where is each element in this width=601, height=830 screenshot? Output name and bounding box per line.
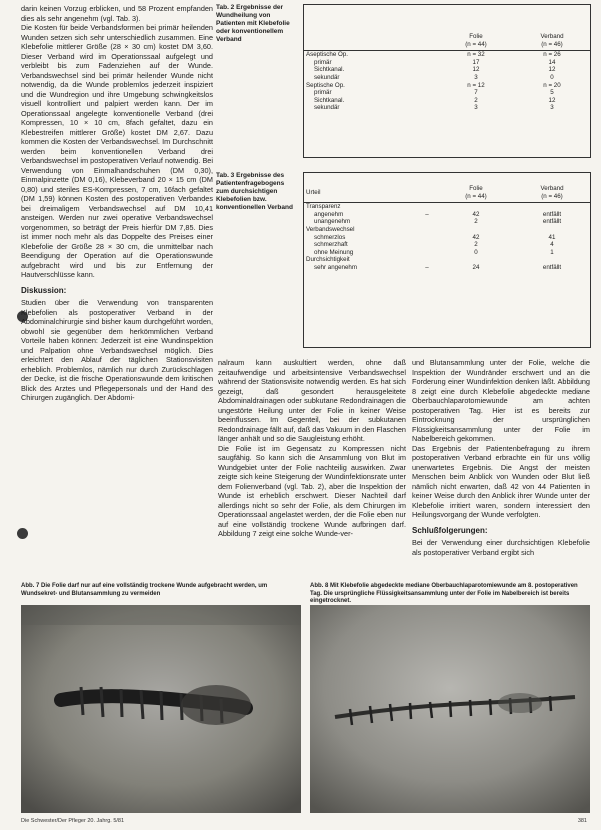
table2-row bbox=[304, 66, 590, 74]
table3-cell-label: angenehm bbox=[314, 210, 344, 218]
table3-cell-verband bbox=[514, 226, 590, 234]
table2-header-folie: Folie (n = 44) bbox=[438, 5, 514, 51]
table3-body bbox=[304, 203, 590, 272]
table2-cell-label: Sichtkanal. bbox=[314, 66, 345, 74]
footer-page-number: 381 bbox=[577, 818, 587, 824]
table2-header-verband: Verband (n = 46) bbox=[514, 5, 590, 51]
table3-cell-dash bbox=[416, 256, 438, 264]
table3-row bbox=[304, 211, 590, 219]
table3-cell-verband bbox=[514, 203, 590, 211]
table3-cell-dash bbox=[416, 226, 438, 234]
table2-cell-label: primär bbox=[314, 89, 332, 97]
table3-cell-verband: entfällt bbox=[542, 210, 562, 218]
table2-cell-label: Sichtkanal. bbox=[314, 96, 345, 104]
table2-row bbox=[304, 97, 590, 105]
table2-cell-label: sekundär bbox=[314, 73, 340, 81]
table3-cell-label: ohne Meinung bbox=[314, 248, 354, 256]
figure7-caption: Abb. 7 Die Folie darf nur auf eine vollständig trockene Wunde aufgebracht werden, um Wundsekret- und Blutansammlung zu vermeiden bbox=[21, 583, 268, 597]
table2-body bbox=[304, 51, 590, 112]
table3-cell-folie bbox=[438, 203, 514, 211]
table3-cell-dash bbox=[416, 241, 438, 249]
table3-row bbox=[304, 264, 590, 272]
text-column-middle bbox=[218, 358, 406, 539]
table3-cell-folie: 24 bbox=[472, 263, 480, 271]
table3-row bbox=[304, 249, 590, 257]
table3-row bbox=[304, 241, 590, 249]
table3-cell-label: Durchsichtigkeit bbox=[306, 256, 350, 264]
table2-cell-folie: 12 bbox=[472, 66, 480, 74]
table2-cell-folie: 3 bbox=[474, 104, 478, 112]
table3-row bbox=[304, 234, 590, 242]
table2-cell-verband: 5 bbox=[550, 89, 554, 97]
paragraph-costs: Die Kosten für beide Verbandsformen bei primär heilenden Wunden setzen sich sehr unterschiedlich zusammen. Eine Klebefolie mittlerer Größe (28 × 30 cm) kostet DM 3,60. Dieser Verband wird im Operationssaal aufgelegt und verbleibt bis zum Fadenziehen auf der Wunde. Verbandswechsel sind bei primär heilender Wunde nicht notwendig, da die Wunde problemlos jederzeit inspiziert und die Wundregion und ihre Umgebung schwingkeitslos visuell kontrolliert und palpiert werden kann. Der im Operationssaal angelegte konventionelle Verband (drei Kompressen, 10 × 10 cm, 8fach gefaltet, dazu ein Klebestreifen mittlerer Größe) kostet DM 2,67. Dazu kommen die Kosten der Verbandswechsel. Im Durchschnitt werden beim konventionellen Verband drei Verbandswechsel im postoperativen Verlauf notwendig. Bei Verwendung von Einmalhandschuhen (DM 0,30), Einmalpinzette (DM 0,16), Klebeverband 20 × 15 cm (DM 0,80) und steriles ES-Kompressen, 7 cm, 16fach gefaltet (DM 1,59) können Kosten des postoperativen Verbandes bei dreimaligem Verbandswechsel auf DM 10,41 ansteigen. Werden nur zwei operative Verbandswechsel vorgenommen, so beträgt der Preis hierfür DM 7,85. Dies ist immer noch mehr als das Doppelte des Preises einer Klebefolie der Größe 28 × 30 cm, die unmittelbar nach Beendigung der Operation auf die Operationswunde aufgebracht wird und bis zur Entfernung der Hautverschlüsse kann. bbox=[21, 23, 213, 279]
table3-cell-folie: 42 bbox=[472, 210, 480, 218]
table3-cell-label: schmerzhaft bbox=[314, 241, 348, 249]
table2-cell-folie: n = 12 bbox=[467, 81, 485, 89]
paragraph-middle-1: nalraum kann auskultiert werden, ohne daß zeitaufwendige und arbeitsintensive Verbandswechsel während der Stationsvisite notwendig werden. Es hat sich gezeigt, daß gesondert herausgeleitete Abdominaldrainagen oder subkutane Redondrainagen die ungestörte Heilung unter der Folie in keiner Weise beeinflussen. Im Gegenteil, bei der subkutanen Redondrainage fällt auf, daß das Vakuum in den Flaschen länger anhält und so die Saugleistung erhöht. bbox=[218, 358, 406, 443]
figure8-caption: Abb. 8 Mit Klebefolie abgedeckte mediane Oberbauchlaparotomiewunde am 8. postoperativen Tag. Die ursprüngliche Flüssigkeitsansammlung unter der Folie im Nabelbereich ist bereits eingetrocknet. bbox=[310, 583, 578, 604]
table3-cell-folie bbox=[438, 226, 514, 234]
table3-cell-folie bbox=[438, 256, 514, 264]
table3-cell-folie: 0 bbox=[474, 248, 478, 256]
table3-row bbox=[304, 226, 590, 234]
text-column-left bbox=[21, 4, 213, 403]
table3-cell-dash: – bbox=[425, 263, 429, 271]
table2-cell-label: Septische Op. bbox=[306, 81, 345, 89]
figure8-photo bbox=[310, 605, 590, 813]
table2-caption: Tab. 2 Ergebnisse der Wundheilung von Patienten mit Klebefolie oder konventionellem Verband bbox=[216, 4, 290, 43]
table3 bbox=[303, 172, 591, 348]
table2-cell-verband: n = 26 bbox=[543, 51, 561, 59]
wound-photo-graphic-2 bbox=[310, 605, 590, 813]
table2-cell-verband: 14 bbox=[548, 58, 556, 66]
table2-cell-verband: 12 bbox=[548, 66, 556, 74]
table3-row bbox=[304, 203, 590, 211]
table3-cell-verband: 1 bbox=[550, 248, 554, 256]
text-column-right bbox=[412, 358, 590, 557]
table2-row bbox=[304, 59, 590, 67]
table3-caption: Tab. 3 Ergebnisse des Patientenfragebogens zum durchsichtigen Klebefolien bzw. konventionellen Verband bbox=[216, 172, 293, 211]
table2-cell-folie: n = 32 bbox=[467, 51, 485, 59]
table3-cell-verband bbox=[514, 256, 590, 264]
table2-cell-verband: 12 bbox=[548, 96, 556, 104]
table3-cell-dash: – bbox=[425, 210, 429, 218]
paragraph-right-2: Das Ergebnis der Patientenbefragung zu ihrem postoperativen Verband erbrachte ein für uns völlig unerwartetes Ergebnis. Die Angst der meisten Menschen beim Anblick von Wunden oder Blut ließ nämlich nicht erwarten, daß 42 von 44 Patienten in keiner Weise durch den Anblick ihrer Wunde unter der Klebefolie irritiert waren, sondern interessiert den Heilungsvorgang der Wunde verfolgten. bbox=[412, 443, 590, 519]
paragraph-right-1: und Blutansammlung unter der Folie, welche die Inspektion der Wundränder erschwert und an die Forderung einer Wundinfektion denken läßt. Abbildung 8 zeigt eine durch Klebefolie abgedeckte mediane Oberbauchlaparotomiewunde am achten postoperativen Tag. Hier ist es bereits zur Eintrocknung der ursprünglichen Flüssigkeitsansammlung unter der Folie im Nabelbereich gekommen. bbox=[412, 358, 590, 443]
table2-cell-folie: 17 bbox=[472, 58, 480, 66]
table3-cell-label: unangenehm bbox=[314, 218, 351, 226]
heading-conclusions: Schlußfolgerungen: bbox=[412, 525, 488, 535]
wound-photo-graphic bbox=[21, 605, 301, 813]
table3-cell-label: Verbandswechsel bbox=[306, 225, 355, 233]
punch-hole-lower bbox=[17, 528, 28, 539]
table3-cell-label: sehr angenehm bbox=[314, 263, 357, 271]
table3-header-verband: Verband (n = 46) bbox=[514, 173, 590, 203]
footer-journal: Die Schwester/Der Pfleger 20. Jahrg. 5/81 bbox=[21, 818, 125, 824]
table3-cell-verband: entfällt bbox=[542, 218, 562, 226]
table2-cell-label: Aseptische Op. bbox=[306, 51, 348, 59]
table3-cell-dash bbox=[416, 203, 438, 211]
table3-cell-label: Transparenz bbox=[306, 203, 341, 211]
table2-cell-folie: 7 bbox=[474, 89, 478, 97]
table2-row bbox=[304, 104, 590, 112]
table3-cell-dash bbox=[416, 249, 438, 257]
table3-cell-folie: 2 bbox=[474, 241, 478, 249]
table3-row bbox=[304, 256, 590, 264]
table2 bbox=[303, 4, 591, 158]
paragraph-middle-2: Die Folie ist im Gegensatz zu Kompressen nicht saugfähig. So kann sich die Ansammlung von Blut im Wundgebiet unter der Folie nachteilig auswirken. Zwar zeigte sich keine Steigerung der Wundinfektionsrate unter dem Folienverband (vgl. Tab. 2), aber die Inspektion der Wunde ist erheblich erschwert. Dieser Nachteil darf allerdings nicht so sehr der Folie, als dem Chirurgen im Operationssaal angelastet werden, der die Folie eben nur auf eine vollständig trockene Wunde aufbringen darf. Abbildung 7 zeigt eine solche Wunde-ver- bbox=[218, 443, 406, 538]
paragraph-right-3: Bei der Verwendung einer durchsichtigen Klebefolie als postoperativer Verband ergibt sich bbox=[412, 538, 590, 557]
table3-cell-verband: 41 bbox=[548, 233, 556, 241]
table3-cell-folie: 42 bbox=[472, 233, 480, 241]
table3-cell-verband: entfällt bbox=[542, 263, 562, 271]
table3-header-folie: Folie (n = 44) bbox=[438, 173, 514, 203]
table3-cell-folie: 2 bbox=[474, 218, 478, 226]
table2-cell-label: sekundär bbox=[314, 104, 340, 112]
table3-cell-dash bbox=[416, 218, 438, 226]
table3-row bbox=[304, 218, 590, 226]
paragraph-discussion: Studien über die Verwendung von transparenten Klebefolien als postoperativer Verband in der Abdominalchirurgie sind bisher kaum durchgeführt worden, obwohl sie gegenüber dem herkömmlichen Verband Vorteile haben können: Jederzeit ist eine Wundinspektion und Palpation ohne Verbandswechsel möglich. Dies erleichtert den Ablauf der täglichen Stationsvisiten erheblich. Problemlos, nämlich nur durch Zurückschlagen der Decke, ist die frische Operationswunde dem kritischen Blick des Arztes und Pflegepersonals und der Hand des Chirurgen zugänglich. Der Abdomi- bbox=[21, 298, 213, 402]
table3-cell-label: schmerzlos bbox=[314, 233, 346, 241]
table2-cell-verband: 0 bbox=[550, 73, 554, 81]
paragraph-intro: darin keinen Vorzug erblicken, und 58 Prozent empfanden dies als sehr angenehm (vgl. Tab. 3). bbox=[21, 4, 213, 23]
table2-row bbox=[304, 51, 590, 59]
table2-cell-label: primär bbox=[314, 58, 332, 66]
figure7-photo bbox=[21, 605, 301, 813]
table3-cell-verband: 4 bbox=[550, 241, 554, 249]
table3-cell-dash bbox=[416, 234, 438, 242]
table2-cell-folie: 3 bbox=[474, 73, 478, 81]
table2-row bbox=[304, 89, 590, 97]
heading-discussion: Diskussion: bbox=[21, 285, 67, 295]
table2-row bbox=[304, 74, 590, 82]
table2-cell-verband: n = 20 bbox=[543, 81, 561, 89]
table2-cell-folie: 2 bbox=[474, 96, 478, 104]
table2-cell-verband: 3 bbox=[550, 104, 554, 112]
table3-header-urteil: Urteil bbox=[304, 173, 416, 203]
table2-row bbox=[304, 82, 590, 90]
